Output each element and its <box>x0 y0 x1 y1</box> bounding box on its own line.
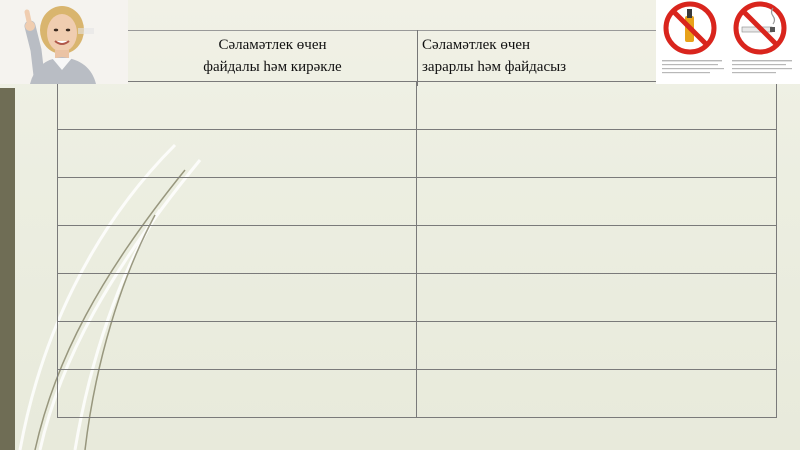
woman-pointing-photo <box>0 0 128 84</box>
table-row <box>58 226 777 274</box>
table-cell-harmful[interactable] <box>416 226 777 274</box>
table-row <box>58 274 777 322</box>
table-row <box>58 130 777 178</box>
table-cell-healthy[interactable] <box>58 130 417 178</box>
table-cell-harmful[interactable] <box>416 370 777 418</box>
table-header <box>128 30 656 86</box>
header-harmful-line1: Сәламәтлек өчен <box>422 37 531 53</box>
table-cell-healthy[interactable] <box>58 82 417 130</box>
table-cell-harmful[interactable] <box>416 274 777 322</box>
table-cell-healthy[interactable] <box>58 322 417 370</box>
table-cell-harmful[interactable] <box>416 130 777 178</box>
table-cell-harmful[interactable] <box>416 322 777 370</box>
no-alcohol-sign <box>666 4 714 52</box>
table-row <box>58 82 777 130</box>
no-smoking-sign <box>736 4 784 52</box>
header-healthy-line1: Сәламәтлек өчен <box>218 37 327 53</box>
table-cell-harmful[interactable] <box>416 82 777 130</box>
header-harmful-line2: зарарлы һәм файдасыз <box>422 59 567 75</box>
table-cell-harmful[interactable] <box>416 178 777 226</box>
header-harmful <box>418 30 656 86</box>
answer-table <box>57 81 777 418</box>
prohibition-signs <box>656 0 800 84</box>
header-healthy <box>128 30 417 86</box>
header-column-divider <box>417 30 418 86</box>
prohibition-signs-panel <box>656 0 800 84</box>
table-cell-healthy[interactable] <box>58 226 417 274</box>
left-accent-bar <box>0 88 15 450</box>
header-healthy-line2: файдалы һәм кирәкле <box>203 59 342 75</box>
woman-pointing-illustration <box>0 0 128 84</box>
table-row <box>58 322 777 370</box>
table-cell-healthy[interactable] <box>58 274 417 322</box>
table-cell-healthy[interactable] <box>58 178 417 226</box>
table-cell-healthy[interactable] <box>58 370 417 418</box>
table-row <box>58 178 777 226</box>
table-row <box>58 370 777 418</box>
